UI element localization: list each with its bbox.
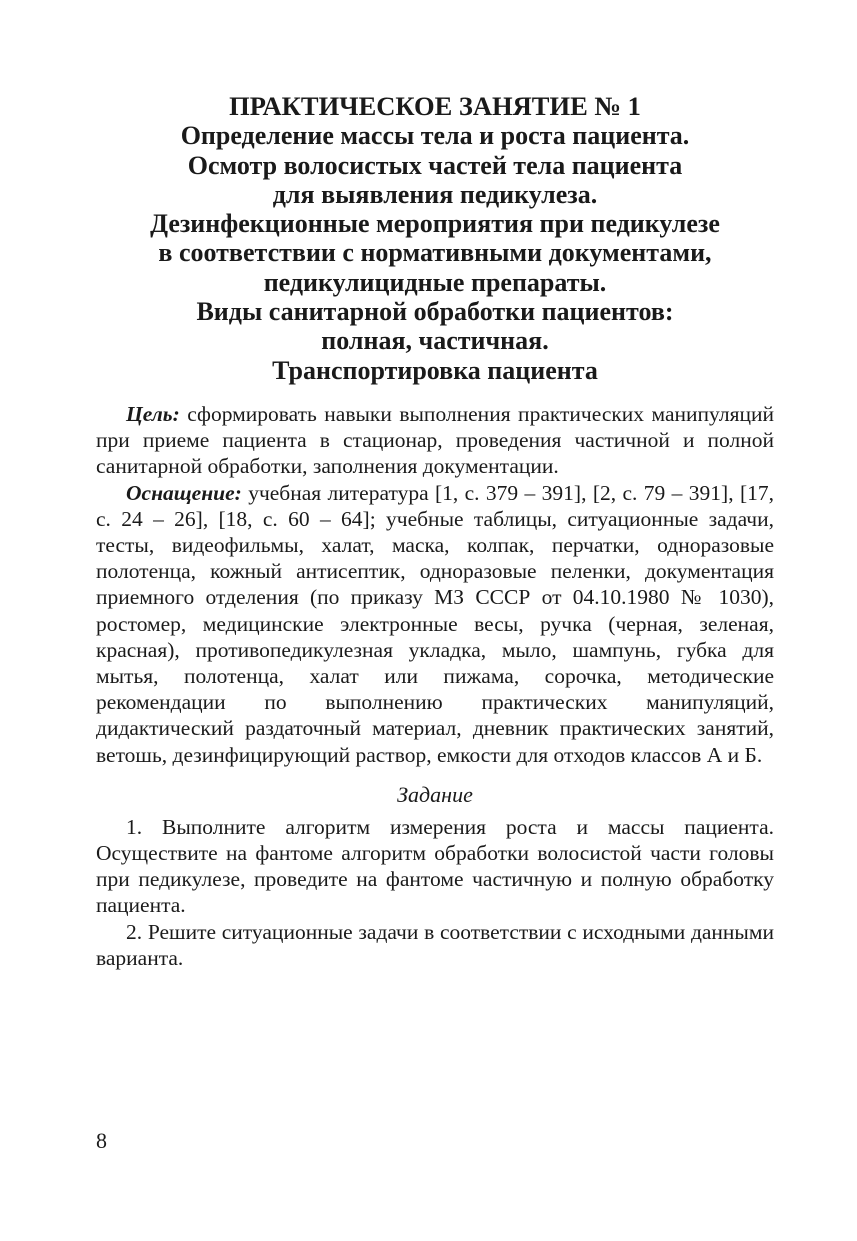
heading-line: Осмотр волосистых частей тела пациента [187,150,683,180]
heading-line: Виды санитарной обработки пациентов: [196,297,674,327]
heading-line: Дезинфекционные мероприятия при педикулезе [150,209,720,239]
task-heading: Задание [397,781,473,807]
heading-line-title: ПРАКТИЧЕСКОЕ ЗАНЯТИЕ № 1 [229,91,641,121]
goal-paragraph [96,401,774,480]
goal-label: Цель: [126,401,180,426]
equipment-paragraph [96,480,774,768]
body-text [96,401,774,971]
heading-line: Транспортировка пациента [272,355,598,385]
heading-line: педикулицидные препараты. [263,267,607,297]
equipment-text: учебная литература [1, с. 379 – 391], [2, с. 79 – 391], [17, с. 24 – 26], [18, с. 60 – 64]; учебные таблицы, ситуационные задачи, тесты, видеофильмы, халат, маска, колпак, перчатки, одноразовые полотенца, кожный антисептик, одноразовые пеленки, документация приемного отделения (по приказу МЗ СССР от 04.10.1980 № 1030), ростомер, медицинские электронные весы, ручка (черная, зеленая, красная), противопедикулезная укладка, мыло, шампунь, губка для мытья, полотенца, халат или пижама, сорочка, методические рекомендации по выполнению практических манипуляций, дидактический раздаточный материал, дневник практических занятий, ветошь, дезинфицирующий раствор, емкости для отходов классов А и Б. [96,480,774,767]
document-page [96,92,774,971]
goal-text: сформировать навыки выполнения практических манипуляций при приеме пациента в стационар, проведения частичной и полной санитарной обработки, заполнения документации. [96,401,774,479]
task-item-1: 1. Выполните алгоритм измерения роста и массы пациента. Осуществите на фантоме алгоритм обработки волосистой части головы при педикулезе, проведите на фантоме частичную и полную обработку пациента. [96,814,774,918]
heading-line: для выявления педикулеза. [272,179,598,209]
page-number: 8 [96,1128,107,1153]
task-item-2: 2. Решите ситуационные задачи в соответствии с исходными данными варианта. [96,919,774,970]
lesson-heading [96,92,774,385]
heading-line: в соответствии с нормативными документами, [158,238,712,268]
equipment-label: Оснащение: [126,480,242,505]
heading-line: Определение массы тела и роста пациента. [180,121,690,151]
heading-line: полная, частичная. [321,326,549,356]
